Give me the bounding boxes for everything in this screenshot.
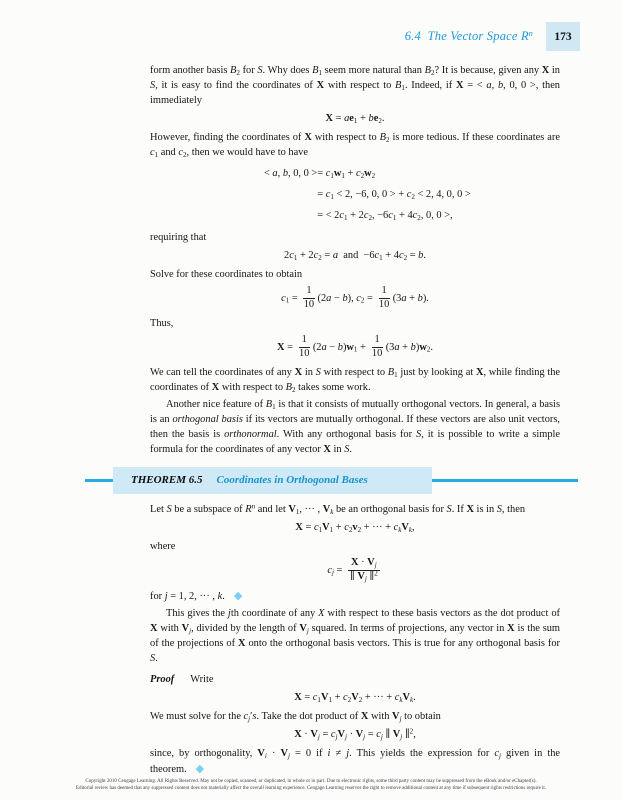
paragraph-requiring: requiring that <box>150 232 207 243</box>
paragraph-orthogonal: Another nice feature of $B_1$ is that it consists of mutually orthogonal vectors. In general, a basis is an orthogonal basis if its vectors are mutually orthogonal. If these vectors are also unit vectors, then the basis is orthonormal. With any orthogonal basis for S, it is possible to write a simple formula for the coordinates of any vector X in S. <box>150 398 561 455</box>
theorem-heading <box>113 467 432 494</box>
qed-diamond-icon: ◆ <box>195 761 205 775</box>
equation-x-expansion: X = $\frac{1}{10}$ $(2a - b)w_1$ + $\frac{1}{10}$ $(3a + b)w_2$. <box>277 333 433 359</box>
proof-paragraph-solve: We must solve for the $c_j's$. Take the dot product of X with $V_j$ to obtain <box>150 710 441 723</box>
proof-label: Proof <box>150 673 175 685</box>
equation-basis1: $X = ae_1 + be_2$. <box>325 113 385 125</box>
paragraph-intro: form another basis $B_2$ for S. Why does $B_1$ seem more natural than $B_2$? It is because, given any X in S, it is easy to find the coordinates of X with respect to $B_1$. Indeed, if X = < a, b, 0, 0 >, then immediately <box>150 65 561 106</box>
theorem-statement: Let S be a subspace of $R^n$ and let $V_1$, ··· , $V_k$ be an orthogonal basis for S. If X is in S, then <box>150 502 526 516</box>
equation-lhs: < a, b, 0, 0 > <box>263 168 318 179</box>
theorem-where: where <box>150 540 176 552</box>
copyright-footer <box>0 779 622 792</box>
theorem-range-text: for j = 1, 2, ··· , k. <box>150 590 225 602</box>
paragraph-interpretation: This gives the jth coordinate of any X with respect to these basis vectors as the dot product of X with $V_j$, divided by the length of $V_j$ squared. In terms of projections, any vector in X is the sum of the projections of X onto the orthogonal basis vectors. This is true for any orthogonal basis for S. <box>150 607 561 664</box>
equation-row <box>239 163 470 184</box>
proof-equation-dotproduct: $X \cdot V_j = c_jV_j \cdot V_j = c_j$ ∥ $V_j$ ∥$^2$, <box>294 727 416 741</box>
section-title: 6.4 The Vector Space $R^n$ <box>404 29 533 43</box>
equation-requirements: $2c_1 + 2c_2 = a$ and $-6c_1 + 4c_2 = b$. <box>284 250 426 262</box>
theorem-equation-expansion: $X = c_1V_1 + c_2v_2$ + ··· + $c_kV_k$, <box>295 521 415 534</box>
qed-diamond-icon: ◆ <box>233 588 243 602</box>
paragraph-compare: We can tell the coordinates of any X in S with respect to $B_1$ just by looking at X, while finding the coordinates of X with respect to $B_2$ takes some work. <box>150 366 561 394</box>
proof-intro-line <box>150 672 560 687</box>
equation-lhs <box>239 205 317 226</box>
paragraph-solve: Solve for these coordinates to obtain <box>150 269 303 280</box>
proof-write-text: Write <box>190 673 214 685</box>
paragraph-however: However, finding the coordinates of X with respect to $B_2$ is more tedious. If these coordinates are $c_1$ and $c_2$, then we would have to have <box>150 132 560 159</box>
equation-coordinates: $c_1$ = $\frac{1}{10}$ (2a − b), $c_2$ = $\frac{1}{10}$ (3a + b). <box>281 285 429 310</box>
copyright-line-1: Copyright 2010 Cengage Learning. All Rights Reserved. May not be copied, scanned, or duplicated, in whole or in part. Due to electronic rights, some third party content may be suppressed from the eBook and/or eChapter(s). <box>85 779 537 784</box>
theorem-label: THEOREM 6.5 <box>131 473 203 486</box>
equation-system <box>239 163 470 226</box>
equation-row <box>239 205 470 226</box>
proof-equation-expansion: $X = c_1V_1 + c_2V_2$ + ··· + $c_kV_k$. <box>294 691 416 704</box>
page-header <box>0 0 622 51</box>
banner-rule-right <box>432 479 578 482</box>
equation-row <box>239 184 470 205</box>
copyright-line-2: Editorial review has deemed that any suppressed content does not materially affect the overall learning experience. Cengage Learning reserves the right to remove additional content at any time if subsequent rights restrictions require it. <box>75 785 547 791</box>
banner-rule-left <box>85 479 113 482</box>
equation-rhs: = $c_1 < 2$, −6, 0, 0 > + $c_2 < 2$, 4, 0, 0 > <box>317 189 471 201</box>
page-number-badge: 173 <box>546 22 580 51</box>
equation-lhs <box>239 184 317 205</box>
theorem-range-line <box>150 588 560 604</box>
proof-paragraph-conclusion <box>150 746 560 777</box>
theorem-title: Coordinates in Orthogonal Bases <box>216 473 368 486</box>
theorem-banner <box>85 467 578 494</box>
equation-rhs: = $c_1w_1 + c_2w_2$ <box>317 168 376 180</box>
main-content <box>131 63 561 777</box>
proof-conclusion-text: since, by orthogonality, $V_i \cdot V_j = 0$ if i ≠ j. This yields the expression for $c_j$ given in the theorem. <box>150 747 561 775</box>
theorem-equation-cj: $c_j$ = $\frac{X \cdot V_j}{\parallel V_j \parallel^2}$ <box>327 556 378 583</box>
equation-rhs: = < $2c_1 + 2c_2$, $-6c_1 + 4c_2$, 0, 0 >, <box>317 210 453 222</box>
paragraph-thus: Thus, <box>150 317 174 329</box>
